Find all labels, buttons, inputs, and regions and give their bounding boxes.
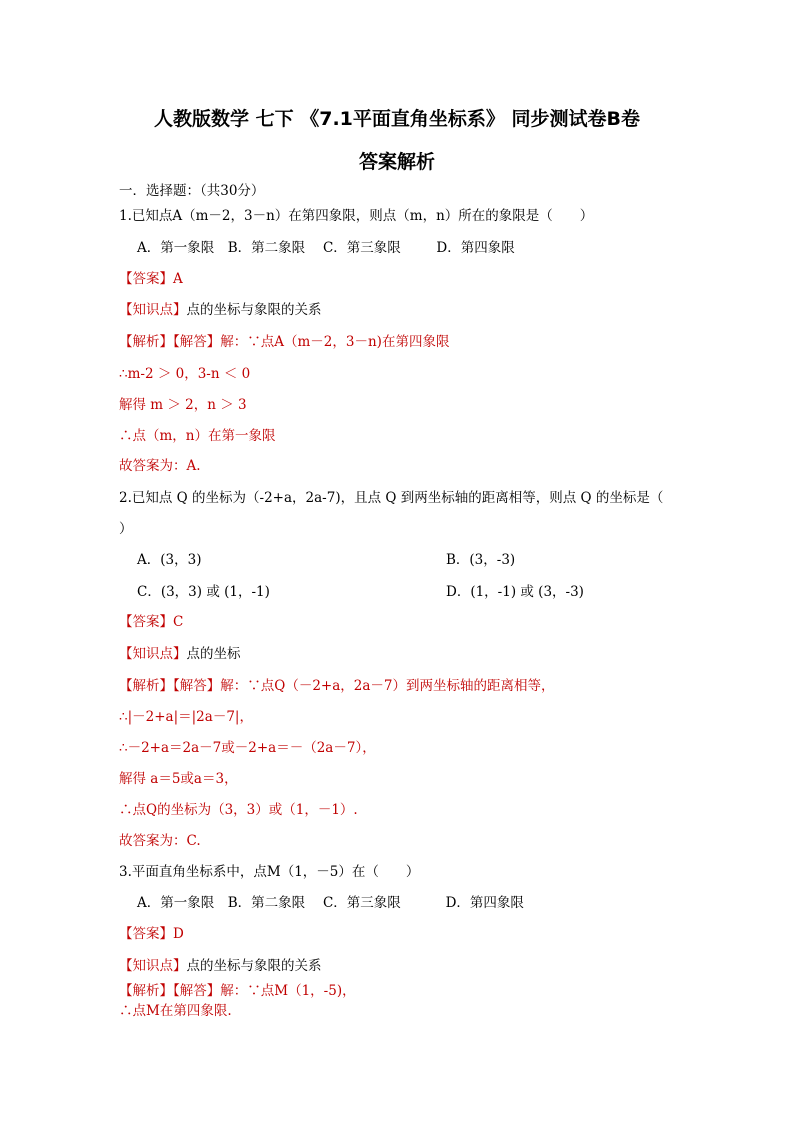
q1-analysis-line: ∴m-2 ＞ 0，3-n ＜ 0: [119, 366, 251, 382]
q3-options: A．第一象限 B．第二象限 C．第三象限 D．第四象限: [137, 895, 524, 911]
answer-value: C: [173, 614, 184, 630]
q1-analysis-line: [119, 333, 449, 351]
kp-value: 点的坐标与象限的关系: [186, 302, 322, 318]
kp-tag: 【知识点】: [119, 646, 187, 662]
analysis-text: 解：∵点A（m－2，3－n)在第四象限: [220, 334, 450, 350]
q1-analysis-line: 故答案为：A.: [119, 458, 201, 474]
q2-analysis-line: [119, 677, 555, 695]
kp-tag: 【知识点】: [119, 302, 187, 318]
q2-analysis-line: ∴|－2+a|＝|2a－7|，: [119, 709, 253, 725]
q1-options: A．第一象限 B．第二象限 C．第三象限 D．第四象限: [137, 240, 515, 256]
document-title: 人教版数学 七下 《7.1平面直角坐标系》 同步测试卷B卷: [154, 108, 640, 130]
analysis-text: 解：∵点M（1，-5)，: [220, 983, 356, 999]
q2-stem: 2.已知点 Q 的坐标为（-2+a，2a-7)，且点 Q 到两坐标轴的距离相等，则点 Q 的坐标是（: [119, 490, 664, 506]
q2-option-b: B．(3，-3): [446, 552, 516, 568]
q2-option-d: D．(1，-1) 或 (3，-3): [446, 584, 584, 600]
q3-answer: [119, 925, 184, 943]
q3-analysis-line: [119, 982, 356, 1000]
q2-analysis-line: 解得 a＝5或a＝3，: [119, 771, 238, 787]
q2-stem-cont: ）: [119, 521, 133, 537]
q2-option-c: C．(3，3) 或 (1，-1): [137, 584, 270, 600]
kp-value: 点的坐标与象限的关系: [186, 958, 322, 974]
q1-answer: [119, 270, 183, 288]
answer-tag: 【答案】: [119, 926, 173, 942]
q1-analysis-line: 解得 m ＞ 2，n ＞ 3: [119, 397, 247, 413]
analysis-tag: 【解析】【解答】: [119, 334, 221, 350]
q1-stem: 1.已知点A（m－2，3－n）在第四象限，则点（m，n）所在的象限是（ ）: [119, 208, 594, 224]
analysis-tag: 【解析】【解答】: [119, 983, 221, 999]
q3-analysis-line: ∴点M在第四象限.: [119, 1003, 232, 1019]
kp-tag: 【知识点】: [119, 958, 187, 974]
q3-stem: 3.平面直角坐标系中，点M（1，－5）在（ ）: [119, 864, 420, 880]
answer-tag: 【答案】: [119, 614, 173, 630]
q2-analysis-line: ∴－2+a＝2a－7或－2+a＝－（2a－7），: [119, 740, 376, 756]
answer-tag: 【答案】: [119, 271, 173, 287]
answer-value: D: [173, 926, 184, 942]
document-subtitle: 答案解析: [358, 151, 435, 173]
q2-analysis-line: 故答案为：C.: [119, 833, 201, 849]
q1-analysis-line: ∴点（m，n）在第一象限: [119, 428, 276, 444]
answer-value: A: [173, 271, 183, 287]
q3-knowledge-point: [119, 957, 322, 975]
q1-knowledge-point: [119, 301, 322, 319]
q2-option-a: A．(3，3): [137, 552, 202, 568]
q2-knowledge-point: [119, 645, 241, 663]
analysis-tag: 【解析】【解答】: [119, 678, 221, 694]
analysis-text: 解：∵点Q（－2+a，2a－7）到两坐标轴的距离相等，: [220, 678, 555, 694]
kp-value: 点的坐标: [186, 646, 241, 662]
section-heading: 一．选择题：（共30分）: [119, 183, 265, 199]
q2-answer: [119, 613, 183, 631]
q2-analysis-line: ∴点Q的坐标为（3，3）或（1，－1）.: [119, 802, 358, 818]
